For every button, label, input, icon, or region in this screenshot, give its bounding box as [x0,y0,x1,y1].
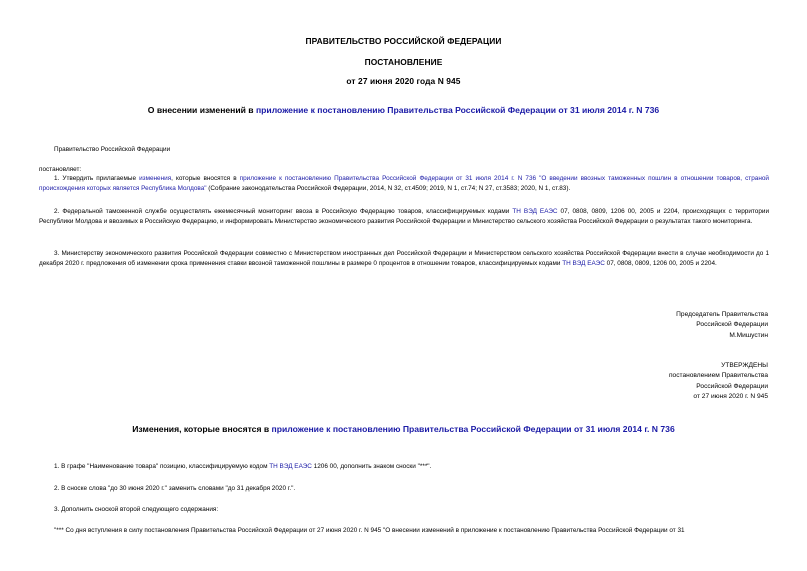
changes-title-prefix: Изменения, которые вносятся в [132,424,272,434]
p3-text-a: 3. Министерству экономического развития Российской Федерации совместно с Министерством иностранных дел Российской Федерации и Министерством сельского хозяйства Российской Федерации внести в случае необходимости до 1 декабря 2020 г. предложения об изменении срока применения ставки ввозной таможенной пошлины в размере 0 процентов в отношении товаров, классифицируемых кодами [39,250,769,267]
title-prefix: О внесении изменений в [147,105,256,115]
item-2: 2. В сноске слова "до 30 июня 2020 г." заменить словами "до 31 декабря 2020 г.". [54,485,296,492]
p1-link-resolution[interactable]: приложение к постановлению Правительства Российской Федерации от 31 июля 2014 г. N 736 "О введении ввозных таможенных пошлин в отношении товаров, страной происхождения которых является Республика Молдова" [39,175,769,192]
p3-link-tnved[interactable]: ТН ВЭД ЕАЭС [562,259,605,267]
paragraph-1 [39,174,769,193]
p2-text-a: 2. Федеральной таможенной службе осуществлять ежемесячный мониторинг ввоза в Российскую Федерацию товаров, классифицируемых кодами [54,208,513,215]
signature-block [676,310,768,341]
p1-text-c: (Собрание законодательства Российской Федерации, 2014, N 32, ст.4509; 2019, N 1, ст.74; N 27, ст.3583; 2020, N 1, ст.83). [206,184,571,192]
approval-block [669,361,768,403]
government-heading: ПРАВИТЕЛЬСТВО РОССИЙСКОЙ ФЕДЕРАЦИИ [305,36,502,46]
paragraph-3 [39,249,769,268]
date-number-heading: от 27 июня 2020 года N 945 [346,76,461,86]
item-1 [54,462,431,472]
changes-title-link[interactable]: приложение к постановлению Правительства Российской Федерации от 31 июля 2014 г. N 736 [271,424,675,434]
p2-text-b: 07, 0808, 0809, 1206 00, 2005 и 2204, происходящих с территории Республики Молдова и ввозимых в Российскую Федерацию, и информировать Министерство экономического развития Российской Федерации и Министерство сельского хозяйства Российской Федерации о результатах такого мониторинга. [39,208,770,225]
doc-type-heading: ПОСТАНОВЛЕНИЕ [364,57,443,67]
decree-text: постановляет: [39,166,82,173]
item-4-footnote: "*** Со дня вступления в силу постановления Правительства Российской Федерации от 27 июня 2020 г. N 945 "О внесении изменений в приложение к постановлению Правительства Российской Федерации от 31 [54,527,685,534]
p2-link-tnved[interactable]: ТН ВЭД ЕАЭС [512,208,558,215]
p3-text-b: 07, 0808, 0809, 1206 00, 2005 и 2204. [604,259,717,267]
approval-line-4: от 27 июня 2020 г. N 945 [693,393,768,401]
item-3: 3. Дополнить сноской второй следующего содержания: [54,506,219,513]
changes-title [0,424,807,434]
p1-link-changes[interactable]: изменения [139,175,172,182]
approval-line-1: УТВЕРЖДЕНЫ [721,362,768,369]
signature-line-1: Председатель Правительства [676,311,768,318]
item-1-link-tnved[interactable]: ТН ВЭД ЕАЭС [269,463,312,470]
intro-text: Правительство Российской Федерации [54,146,171,153]
paragraph-2 [39,207,769,226]
p1-text-a: 1. Утвердить прилагаемые [54,175,140,182]
approval-line-2: постановлением Правительства [668,372,768,380]
signature-line-2: Российской Федерации [696,321,768,329]
title-link[interactable]: приложение к постановлению Правительства Российской Федерации от 31 июля 2014 г. N 736 [255,105,660,115]
signature-line-3: М.Мишустин [729,331,768,339]
item-1-text-a: 1. В графе "Наименование товара" позицию, классифицируемую кодом [54,463,270,470]
p1-text-b: , которые вносятся в [171,175,240,182]
document-title [0,105,807,115]
approval-line-3: Российской Федерации [696,382,768,390]
item-1-text-b: 1206 00, дополнить знаком сноски "***". [311,463,432,470]
